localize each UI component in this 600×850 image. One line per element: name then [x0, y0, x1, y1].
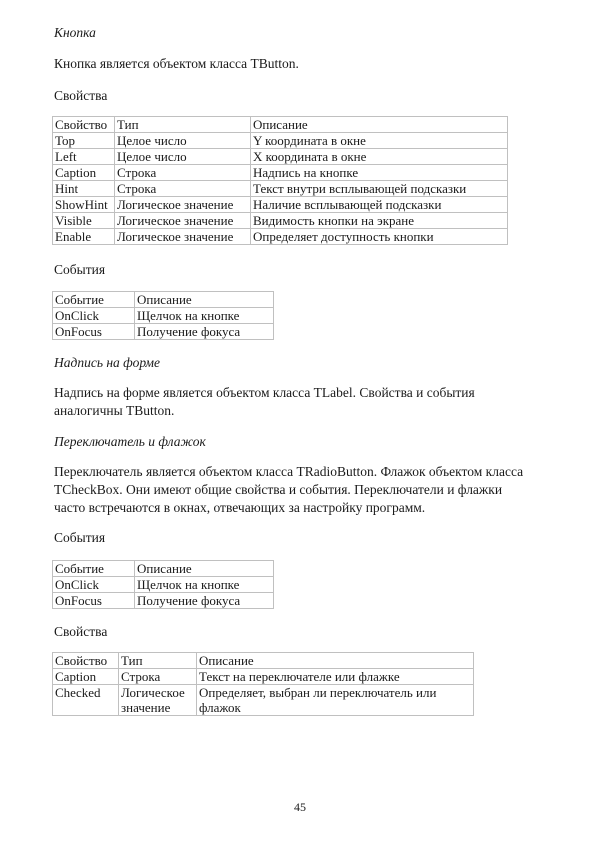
table-cell: Определяет доступность кнопки [251, 229, 508, 245]
switch-events-label: События [54, 530, 106, 545]
table-row [53, 685, 474, 716]
page-number: 45 [294, 800, 306, 814]
section-heading-switch: Переключатель и флажок [54, 434, 206, 449]
table-header-cell: Событие [53, 292, 135, 308]
table-cell: Строка [119, 669, 197, 685]
section-heading-button: Кнопка [54, 25, 96, 40]
table-header-row [53, 117, 508, 133]
table-row [53, 181, 508, 197]
table-row [53, 213, 508, 229]
table-row [53, 165, 508, 181]
table-cell: X координата в окне [251, 149, 508, 165]
button-props-label: Свойства [54, 88, 108, 103]
table-cell: Left [53, 149, 115, 165]
table-cell: OnClick [53, 308, 135, 324]
switch-events-table [52, 560, 274, 609]
table-header-row [53, 653, 474, 669]
table-row [53, 324, 274, 340]
table-cell: Hint [53, 181, 115, 197]
table-header-cell: Свойство [53, 117, 115, 133]
button-intro: Кнопка является объектом класса TButton. [54, 56, 299, 71]
table-header-cell: Тип [115, 117, 251, 133]
table-row [53, 229, 508, 245]
table-cell: OnFocus [53, 324, 135, 340]
table-cell: Строка [115, 165, 251, 181]
table-cell: Текст внутри всплывающей подсказки [251, 181, 508, 197]
table-cell: Caption [53, 669, 119, 685]
table-cell: Caption [53, 165, 115, 181]
table-cell: Текст на переключателе или флажке [197, 669, 474, 685]
table-cell: Логическое значение [119, 685, 197, 716]
table-cell: Щелчок на кнопке [135, 308, 274, 324]
switch-section-text: Переключатель является объектом класса TRadioButton. Флажок объектом класса TCheckBox. Они имеют общие свойства и события. Переключатели и флажки часто встречаются в окнах, отвечающих за настройку программ. [54, 464, 524, 515]
table-cell: Наличие всплывающей подсказки [251, 197, 508, 213]
table-cell: Checked [53, 685, 119, 716]
table-cell: Строка [115, 181, 251, 197]
table-header-cell: Описание [197, 653, 474, 669]
table-cell: Top [53, 133, 115, 149]
table-row [53, 577, 274, 593]
table-header-cell: Свойство [53, 653, 119, 669]
table-cell: Надпись на кнопке [251, 165, 508, 181]
table-cell: Логическое значение [115, 213, 251, 229]
table-row [53, 308, 274, 324]
table-cell: Определяет, выбран ли переключатель или флажок [197, 685, 474, 716]
table-cell: OnFocus [53, 593, 135, 609]
table-cell: Целое число [115, 133, 251, 149]
table-cell: Логическое значение [115, 229, 251, 245]
table-cell: Видимость кнопки на экране [251, 213, 508, 229]
table-cell: Получение фокуса [135, 593, 274, 609]
table-cell: Щелчок на кнопке [135, 577, 274, 593]
button-events-label: События [54, 262, 106, 277]
table-row [53, 669, 474, 685]
table-header-cell: Описание [135, 292, 274, 308]
label-section-text: Надпись на форме является объектом класса TLabel. Свойства и события аналогичны TButton. [54, 385, 475, 418]
table-header-row [53, 561, 274, 577]
table-row [53, 133, 508, 149]
table-cell: OnClick [53, 577, 135, 593]
table-row [53, 149, 508, 165]
switch-props-label: Свойства [54, 624, 108, 639]
table-header-cell: Описание [135, 561, 274, 577]
switch-props-table [52, 652, 474, 716]
table-header-cell: Событие [53, 561, 135, 577]
table-cell: Логическое значение [115, 197, 251, 213]
table-cell: ShowHint [53, 197, 115, 213]
button-events-table [52, 291, 274, 340]
table-cell: Enable [53, 229, 115, 245]
table-row [53, 593, 274, 609]
table-header-row [53, 292, 274, 308]
table-cell: Y координата в окне [251, 133, 508, 149]
table-header-cell: Тип [119, 653, 197, 669]
button-props-table [52, 116, 508, 245]
table-row [53, 197, 508, 213]
table-header-cell: Описание [251, 117, 508, 133]
section-heading-label: Надпись на форме [54, 355, 161, 370]
table-cell: Visible [53, 213, 115, 229]
table-cell: Целое число [115, 149, 251, 165]
table-cell: Получение фокуса [135, 324, 274, 340]
